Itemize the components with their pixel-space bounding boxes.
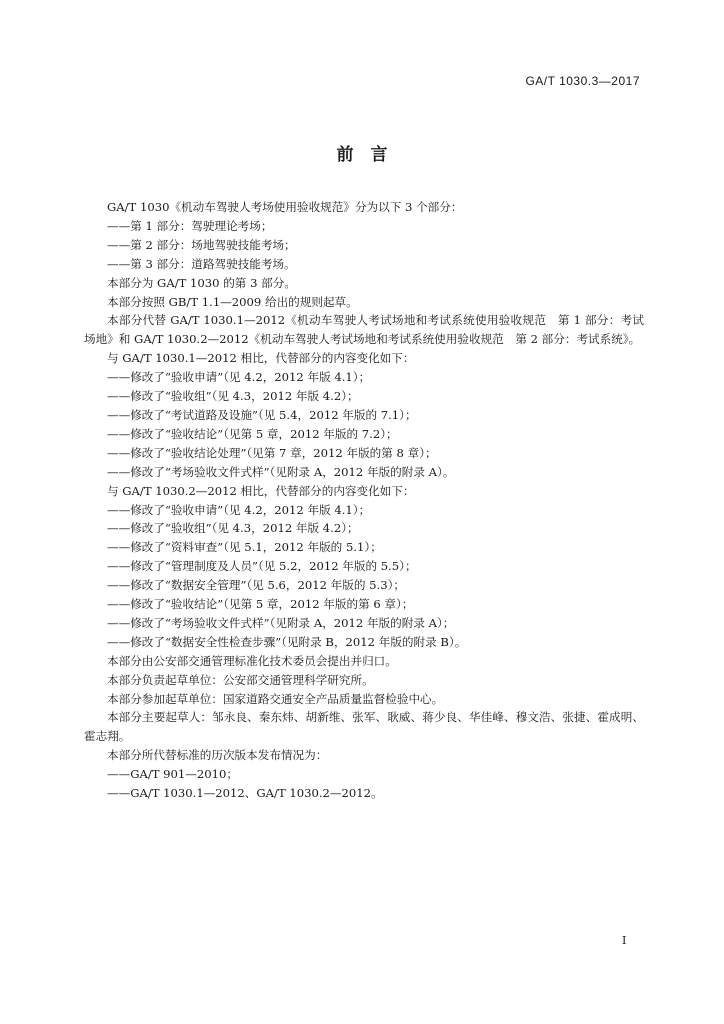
list-item: ——修改了“资料审查”（见 5.1，2012 年版的 5.1）； (107, 540, 382, 555)
document-code: GA/T 1030.3—2017 (525, 74, 640, 88)
list-item: ——修改了“验收申请”（见 4.2，2012 年版 4.1）； (107, 502, 371, 517)
text-paragraph: 本部分代替 GA/T 1030.1—2012《机动车驾驶人考试场地和考试系统使用验收规范 第 1 部分：考试场地》和 GA/T 1030.2—2012《机动车驾驶人考试场地和考试系统使用验收规范 第 2 部分：考试系统》。 (84, 313, 644, 347)
text-line: GA/T 1030《机动车驾驶人考场使用验收规范》分为以下 3 个部分： (107, 200, 463, 214)
text-line: 本部分为 GA/T 1030 的第 3 部分。 (107, 275, 296, 290)
list-item: ——修改了“管理制度及人员”（见 5.2，2012 年版的 5.5）； (107, 559, 417, 574)
list-item: ——修改了“验收组”（见 4.3，2012 年版 4.2）； (107, 389, 359, 404)
text-line: 本部分由公安部交通管理标准化技术委员会提出并归口。 (107, 653, 397, 668)
list-item: ——第 2 部分：场地驾驶技能考场； (107, 237, 296, 252)
list-item: ——第 1 部分：驾驶理论考场； (107, 218, 273, 233)
list-item: ——GA/T 1030.1—2012、GA/T 1030.2—2012。 (107, 786, 383, 801)
list-item: ——修改了“验收结论”（见第 5 章，2012 年版的 7.2）； (107, 426, 398, 441)
text-line: 与 GA/T 1030.1—2012 相比，代替部分的内容变化如下： (107, 351, 415, 366)
page-number: I (622, 934, 627, 947)
list-item: ——修改了“验收组”（见 4.3，2012 年版 4.2）； (107, 521, 359, 536)
foreword-body (84, 198, 644, 803)
list-item: ——修改了“考场验收文件式样”（见附录 A，2012 年版的附录 A）。 (107, 464, 455, 479)
list-item: ——修改了“考场验收文件式样”（见附录 A，2012 年版的附录 A）； (107, 615, 455, 630)
list-item: ——第 3 部分：道路驾驶技能考场。 (107, 256, 296, 271)
text-line: 与 GA/T 1030.2—2012 相比，代替部分的内容变化如下： (107, 483, 415, 498)
list-item: ——修改了“考试道路及设施”（见 5.4，2012 年版的 7.1）； (107, 407, 417, 422)
text-line: 本部分按照 GB/T 1.1—2009 给出的规则起草。 (107, 294, 358, 309)
list-item: ——修改了“验收申请”（见 4.2，2012 年版 4.1）； (107, 370, 371, 385)
list-item: ——GA/T 901—2010； (107, 767, 238, 782)
text-paragraph: 本部分主要起草人：邹永良、秦东炜、胡新维、张军、耿威、蒋少良、华佳峰、穆文浩、张捷、霍成明、霍志翔。 (84, 710, 644, 744)
list-item: ——修改了“验收结论处理”（见第 7 章，2012 年版的第 8 章）； (107, 445, 437, 460)
text-line: 本部分负责起草单位：公安部交通管理科学研究所。 (107, 672, 374, 687)
list-item: ——修改了“验收结论”（见第 5 章，2012 年版的第 6 章）； (107, 597, 414, 612)
list-item: ——修改了“数据安全性检查步骤”（见附录 B，2012 年版的附录 B）。 (107, 634, 467, 649)
list-item: ——修改了“数据安全管理”（见 5.6，2012 年版的 5.3）； (107, 578, 405, 593)
text-line: 本部分参加起草单位：国家道路交通安全产品质量监督检验中心。 (107, 691, 444, 706)
page-title: 前 言 (336, 145, 388, 165)
text-line: 本部分所代替标准的历次版本发布情况为： (107, 748, 328, 763)
